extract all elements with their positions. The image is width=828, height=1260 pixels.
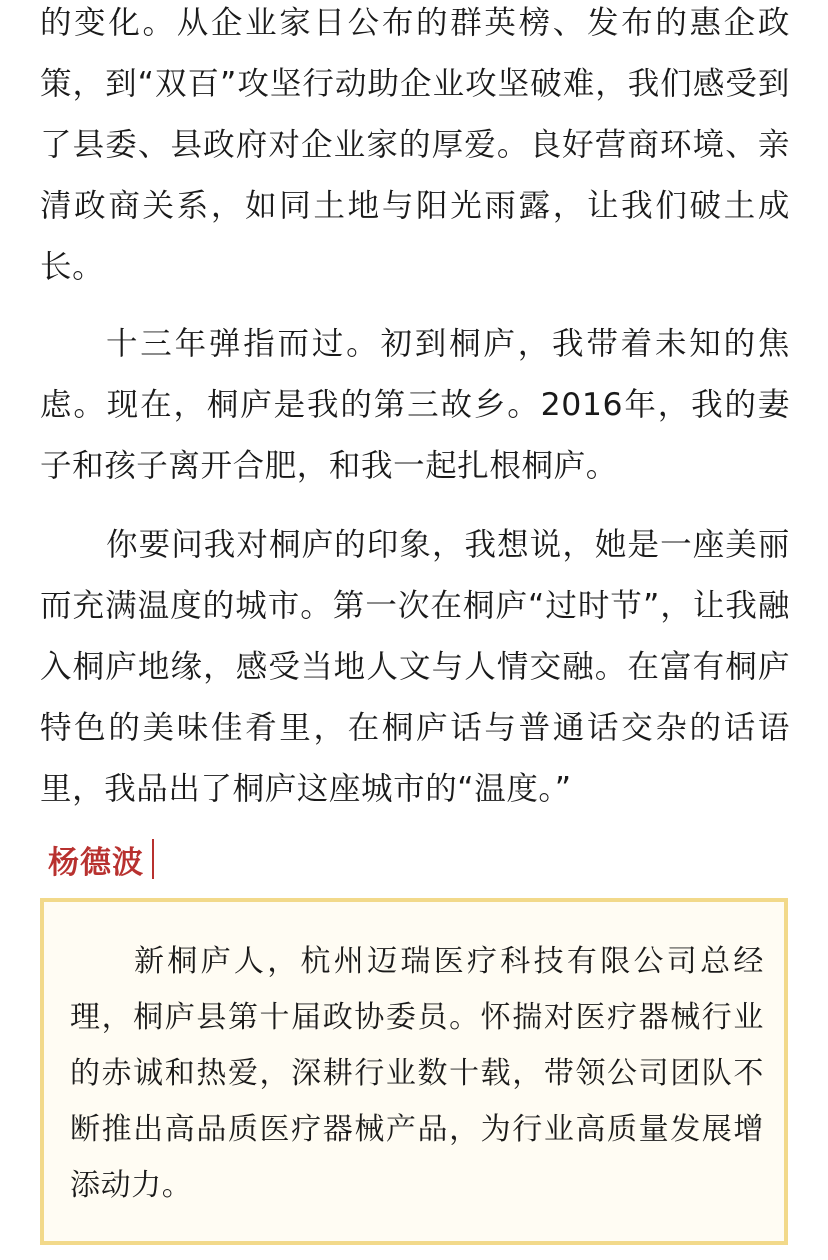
name-divider-bar <box>152 839 154 879</box>
profile-bio-text: 新桐庐人，杭州迈瑞医疗科技有限公司总经理，桐庐县第十届政协委员。怀揣对医疗器械行业的赤诚和热爱，深耕行业数十载，带领公司团队不断推出高品质医疗器械产品，为行业高质量发展增添动力。 <box>70 944 764 1203</box>
article-paragraph-3: 你要问我对桐庐的印象，我想说，她是一座美丽而充满温度的城市。第一次在桐庐“过时节”，让我融入桐庐地缘，感受当地人文与人情交融。在富有桐庐特色的美味佳肴里，在桐庐话与普通话交杂的话语里，我品出了桐庐这座城市的“温度。” <box>40 527 790 807</box>
profile-name: 杨德波 <box>48 844 144 881</box>
profile-bio-box <box>40 898 788 1245</box>
article-paragraph-1: 的变化。从企业家日公布的群英榜、发布的惠企政策，到“双百”攻坚行动助企业攻坚破难，我们感受到了县委、县政府对企业家的厚爱。良好营商环境、亲清政商关系，如同土地与阳光雨露，让我们破土成长。 <box>40 5 790 285</box>
article-paragraph-2: 十三年弹指而过。初到桐庐，我带着未知的焦虑。现在，桐庐是我的第三故乡。2016年，我的妻子和孩子离开合肥，和我一起扎根桐庐。 <box>40 326 790 484</box>
profile-name-tag <box>48 834 154 884</box>
